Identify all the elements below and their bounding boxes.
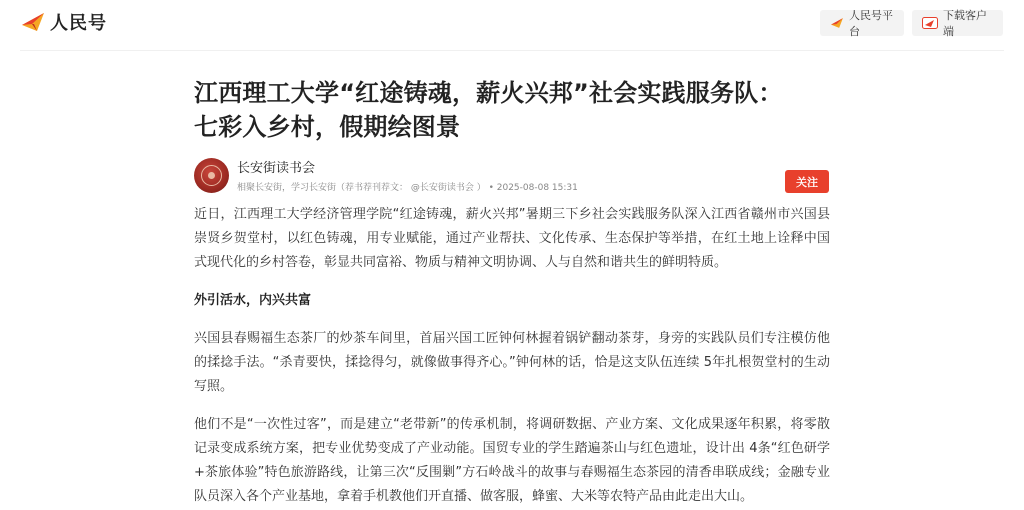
renminhao-small-icon: [830, 17, 844, 29]
author-meta: 相聚长安街，学习长安街（荐书荐刊荐文： @长安街读书会 ） • 2025-08-08 15:31: [237, 183, 578, 193]
article-title: [194, 76, 830, 144]
author-row: [194, 158, 830, 198]
article-title-line-1: 江西理工大学“红途铸魂，薪火兴邦”社会实践服务队：: [194, 79, 783, 107]
platform-label: 人民号平台: [849, 9, 893, 38]
paragraph-intro: 近日，江西理工大学经济管理学院“红途铸魂，薪火兴邦”暑期三下乡社会实践服务队深入江西省赣州市兴国县崇贤乡贺堂村，以红色铸魂，用专业赋能，通过产业帮扶、文化传承、生态保护等举措，在红土地上诠释中国式现代化的乡村答卷，彰显共同富裕、物质与精神文明协调、人与自然和谐共生的鲜明特质。: [194, 207, 830, 270]
paragraph: 兴国县春赐福生态茶厂的炒茶车间里，首届兴国工匠钟何林握着锅铲翻动茶芽，身旁的实践队员们专注模仿他的揉捻手法。“杀青要快，揉捻得匀，就像做事得齐心。”钟何林的话，恰是这支队伍连续 5年扎根贺堂村的生动写照。: [194, 331, 830, 394]
download-label: 下载客户端: [943, 9, 987, 38]
paragraph: 他们不是“一次性过客”，而是建立“老带新”的传承机制，将调研数据、产业方案、文化成果逐年积累，将零散记录变成系统方案，把专业优势变成了产业动能。国贸专业的学生踏遍茶山与红色遗址，设计出 4条“红色研学+茶旅体验”特色旅游路线，让第三次“反围剿”方石岭战斗的故事与春赐福生态茶园的清香串联成线；金融专业队员深入各个产业基地，拿着手机教他们开直播、做客服，蜂蜜、大米等农特产品由此走出大山。: [194, 417, 830, 504]
article-title-line-2: 七彩入乡村，假期绘图景: [194, 113, 461, 141]
author-avatar[interactable]: [194, 158, 229, 193]
author-name[interactable]: 长安街读书会: [237, 161, 316, 176]
platform-button[interactable]: [820, 10, 904, 36]
article: [194, 76, 830, 510]
renminhao-logo-icon: [20, 11, 46, 33]
app-download-icon: [922, 17, 938, 29]
site-logo[interactable]: [20, 9, 107, 35]
follow-button[interactable]: 关注: [785, 170, 829, 193]
avatar-seal-dot: [208, 172, 215, 179]
top-bar: [0, 0, 1024, 44]
section-heading: 外引活水，内兴共富: [194, 293, 312, 308]
article-body: [194, 203, 830, 509]
header-divider: [20, 50, 1004, 51]
download-client-button[interactable]: [912, 10, 1003, 36]
logo-text: 人民号: [50, 13, 107, 34]
